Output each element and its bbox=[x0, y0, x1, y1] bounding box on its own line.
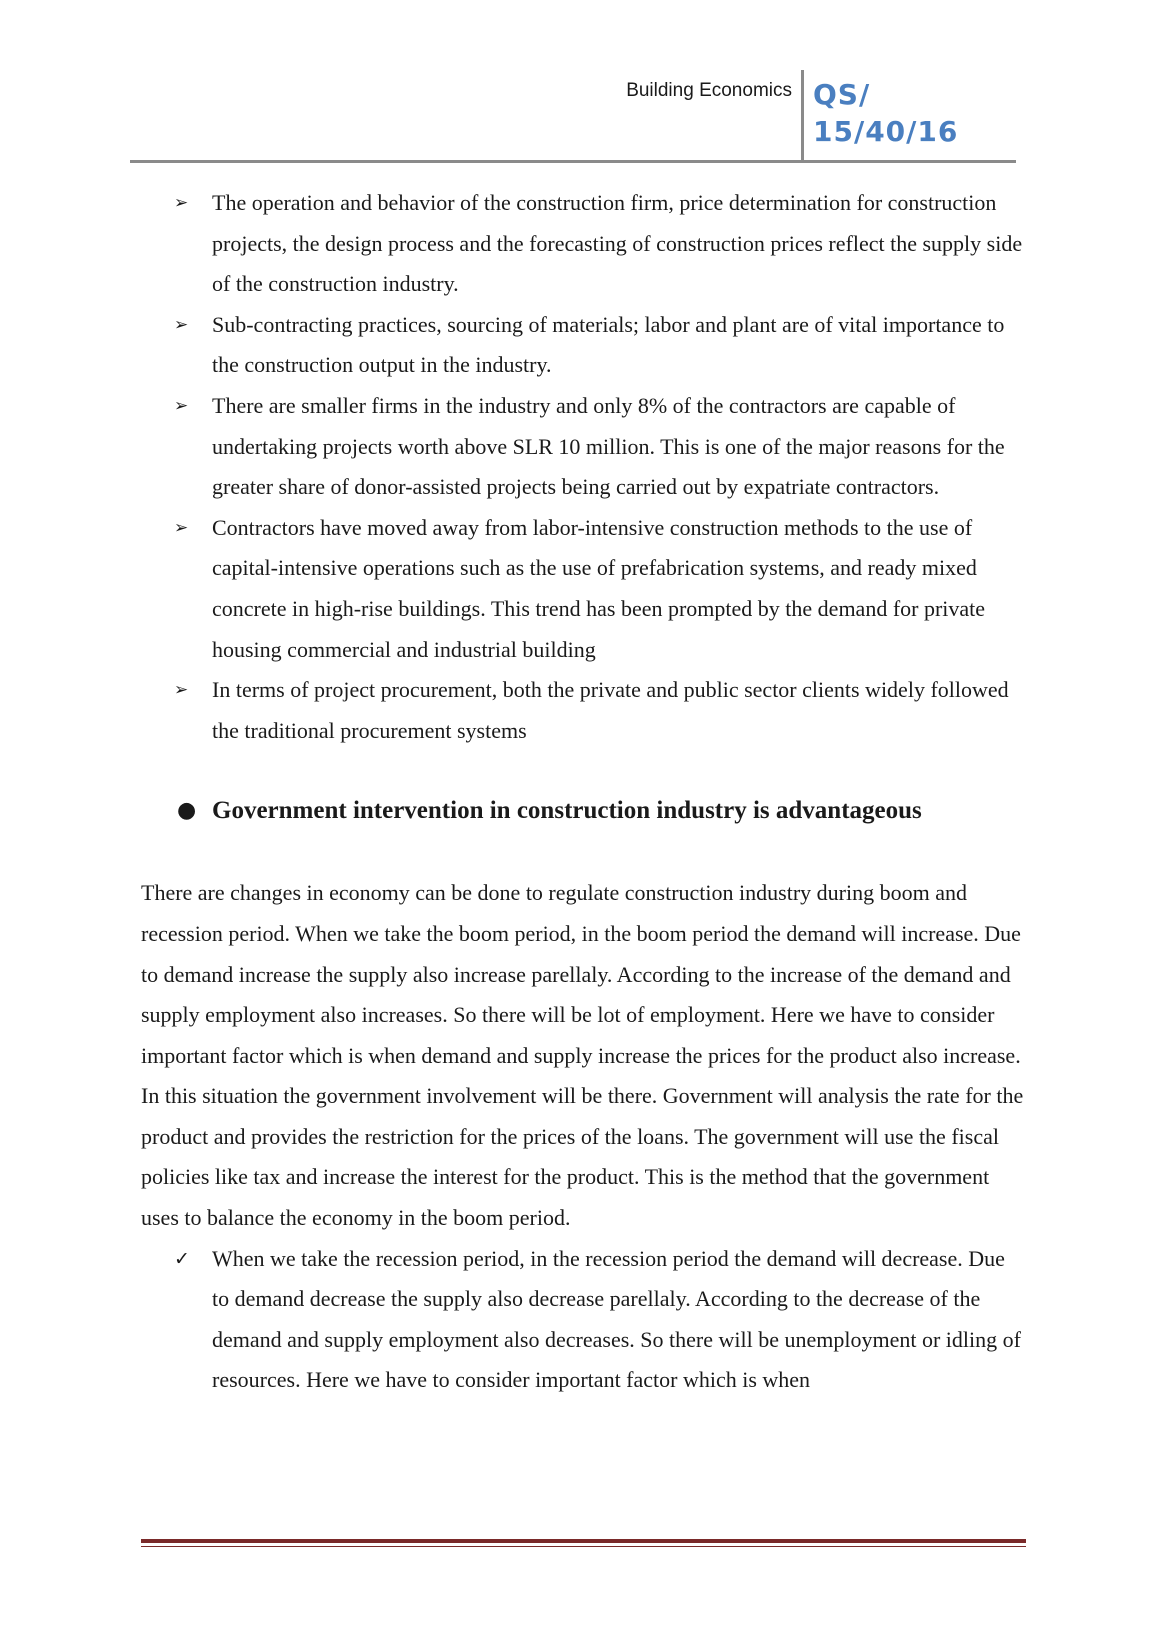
arrow-bullet-icon: ➢ bbox=[174, 680, 189, 701]
body-paragraph: There are changes in economy can be done to regulate construction industry during boom and recession period. When we take the boom period, in the boom period the demand will increase. Due to demand increase the supply also increase parellaly. According to the increase of the demand and supply employment also increases. So there will be lot of employment. Here we have to consider important factor which is when demand and supply increase the prices for the product also increase. In this situation the government involvement will be there. Government will analysis the rate for the product and provides the restriction for the prices of the loans. The government will use the fiscal policies like tax and increase the interest for the product. This is the method that the government uses to balance the economy in the boom period. bbox=[141, 880, 1024, 1231]
checkmark-icon: ✓ bbox=[174, 1247, 190, 1270]
section-heading-text: Government intervention in construction industry is advantageous bbox=[212, 797, 922, 825]
header-divider bbox=[801, 70, 804, 160]
list-item bbox=[141, 305, 1026, 386]
list-item bbox=[141, 1239, 1026, 1401]
section-heading bbox=[141, 791, 1026, 831]
arrow-bullet-icon: ➢ bbox=[174, 193, 189, 213]
list-item bbox=[141, 386, 1026, 508]
list-item-text: The operation and behavior of the construction firm, price determination for construction projects, the design process and the forecasting of construction prices reflect the supply side of the construction industry. bbox=[212, 190, 1023, 297]
list-item-text: Sub-contracting practices, sourcing of materials; labor and plant are of vital importance to the construction output in the industry. bbox=[212, 311, 1005, 378]
section-heading-list bbox=[141, 791, 1026, 831]
document-body bbox=[141, 183, 1026, 1401]
arrow-bullet-list bbox=[141, 183, 1026, 751]
header-code-line2: 15/40/16 bbox=[813, 115, 959, 148]
header-code-line1: QS/ bbox=[813, 78, 871, 111]
list-item bbox=[141, 670, 1026, 751]
arrow-bullet-icon: ➢ bbox=[174, 517, 189, 538]
footer-rule-thin bbox=[141, 1546, 1026, 1547]
list-item-text: There are smaller firms in the industry and only 8% of the contractors are capable of undertaking projects worth above SLR 10 million. This is one of the major reasons for the greater share of donor-assisted projects being carried out by expatriate contractors. bbox=[212, 392, 1005, 500]
list-item bbox=[141, 508, 1026, 670]
header-code bbox=[813, 76, 958, 150]
list-item-text: In terms of project procurement, both the private and public sector clients widely followed the traditional procurement systems bbox=[212, 677, 1009, 743]
check-bullet-list bbox=[141, 1239, 1026, 1401]
header-title: Building Economics bbox=[626, 80, 792, 101]
arrow-bullet-icon: ➢ bbox=[174, 314, 189, 335]
page-header bbox=[130, 70, 1016, 163]
list-item bbox=[141, 183, 1026, 305]
list-item-text: Contractors have moved away from labor-intensive construction methods to the use of capital-intensive operations such as the use of prefabrication systems, and ready mixed concrete in high-rise buildings. This trend has been prompted by the demand for private housing commercial and industrial building bbox=[212, 514, 986, 662]
bullet-dot-icon: ● bbox=[177, 798, 197, 824]
footer-rule bbox=[141, 1539, 1026, 1543]
list-item-text: When we take the recession period, in the recession period the demand will decrease. Due to demand decrease the supply also decrease parellaly. According to the decrease of the demand and supply employment also decreases. So there will be unemployment or idling of resources. Here we have to consider important factor which is when bbox=[212, 1245, 1021, 1393]
arrow-bullet-icon: ➢ bbox=[174, 395, 189, 416]
